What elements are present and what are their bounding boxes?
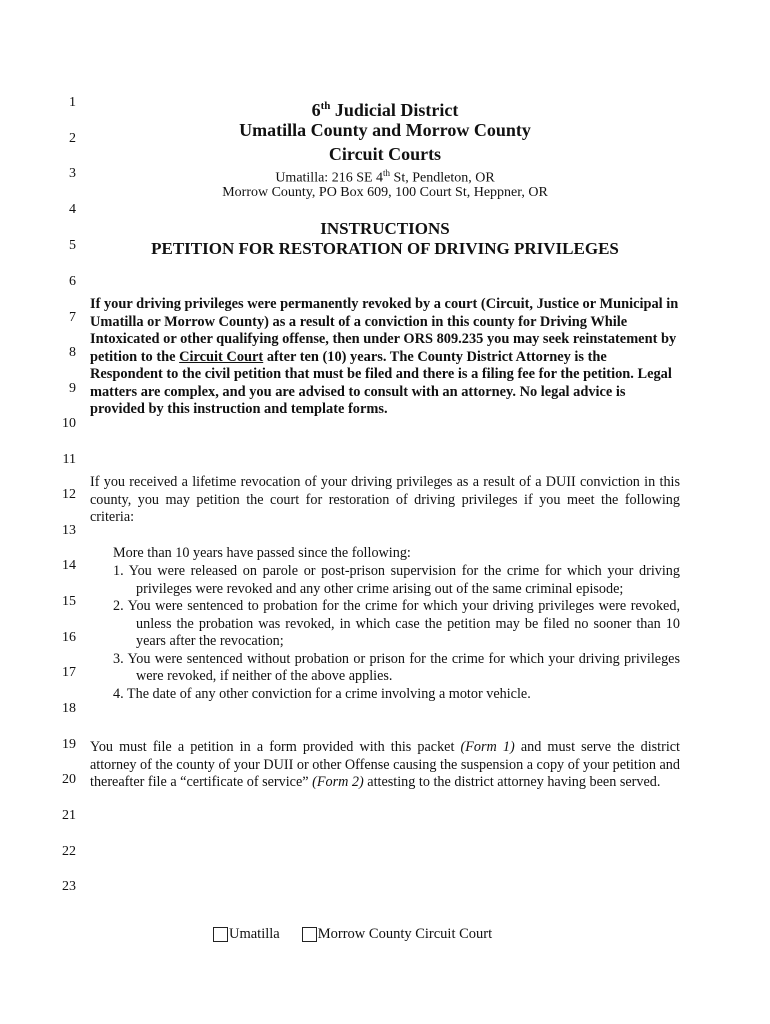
court-selection [213, 924, 492, 944]
district-ordinal-suffix: th [320, 100, 331, 112]
line-number: 8 [69, 345, 76, 360]
criteria-item: 1. You were released on parole or post-prison supervision for the crime for which your driving privileges were revoked and any other crime arising out of the same criminal episode; [113, 563, 680, 597]
line-number: 22 [62, 844, 76, 859]
line-number: 19 [62, 737, 76, 752]
circuit-court-underline: Circuit Court [179, 348, 264, 365]
line-number: 11 [62, 452, 76, 467]
line-number: 10 [62, 416, 76, 431]
courts-title: Circuit Courts [328, 144, 442, 164]
district-title-rest: Judicial District [330, 100, 459, 120]
filing-paragraph-part2: and must serve the district attorney of the county of your DUII or other Offense causing the suspension a copy of your petition and thereafter file a “certificate of service” [90, 739, 680, 790]
criteria-item: 3. You were sentenced without probation or prison for the crime for which your driving privileges were revoked, if neither of the above applies. [113, 650, 680, 684]
intro-paragraph [90, 296, 680, 419]
line-number: 16 [62, 630, 76, 645]
line-number: 3 [69, 166, 76, 181]
line-number: 15 [62, 594, 76, 609]
form1-reference: (Form 1) [460, 739, 515, 755]
umatilla-address-pre: Umatilla: 216 SE 4 [275, 170, 384, 186]
morrow-checkbox[interactable] [302, 927, 317, 942]
line-number: 17 [62, 665, 76, 680]
criteria-item: 2. You were sentenced to probation for the crime for which your driving privileges were revoked, unless the probation was revoked, in which case the petition may be filed no sooner than 10 years after the revocation; [113, 598, 680, 649]
instructions-heading: INSTRUCTIONS [320, 219, 450, 238]
line-number: 23 [62, 879, 76, 894]
morrow-address: Morrow County, PO Box 609, 100 Court St, Heppner, OR [222, 185, 548, 200]
line-number: 13 [62, 523, 76, 538]
criteria-intro: More than 10 years have passed since the following: [113, 545, 411, 561]
umatilla-checkbox[interactable] [213, 927, 228, 942]
morrow-option[interactable] [302, 924, 492, 944]
line-number: 4 [69, 202, 76, 217]
line-number: 5 [69, 238, 76, 253]
lifetime-revocation-paragraph: If you received a lifetime revocation of your driving privileges as a result of a DUII conviction in this county, you may petition the court for restoration of driving privileges if you meet the following criteria: [90, 474, 680, 525]
line-number: 18 [62, 701, 76, 716]
petition-heading: PETITION FOR RESTORATION OF DRIVING PRIVILEGES [151, 239, 619, 258]
line-number: 1 [69, 95, 76, 110]
criteria-item: 4. The date of any other conviction for a crime involving a motor vehicle. [113, 685, 531, 702]
line-number: 21 [62, 808, 76, 823]
criteria-list [113, 563, 680, 703]
filing-paragraph-part3: attesting to the district attorney having been served. [363, 774, 661, 790]
line-number: 9 [69, 381, 76, 396]
line-number: 7 [69, 310, 76, 325]
line-number: 6 [69, 274, 76, 289]
umatilla-address-sup: th [383, 168, 391, 178]
line-number: 20 [62, 772, 76, 787]
line-number: 2 [69, 131, 76, 146]
umatilla-label: Umatilla [229, 926, 280, 942]
form2-reference: (Form 2) [312, 774, 364, 790]
intro-paragraph-part1: If your driving privileges were permanently revoked by a court (Circuit, Justice or Municipal in Umatilla or Morrow County) as a result of a conviction in this county for Driving While Intoxicated or other qualifying offense, then under ORS 809.235 you may seek reinstatement by petition to the [90, 296, 679, 365]
filing-paragraph-part1: You must file a petition in a form provided with this packet [90, 739, 461, 755]
district-ordinal: 6 [311, 100, 321, 120]
counties-title: Umatilla County and Morrow County [239, 120, 531, 140]
filing-paragraph [90, 739, 680, 792]
line-number: 12 [62, 487, 76, 502]
umatilla-address-post: St, Pendleton, OR [390, 170, 495, 186]
umatilla-option[interactable] [213, 924, 280, 944]
intro-paragraph-part2: after ten (10) years. The County District Attorney is the Respondent to the civil petition that must be filed and there is a filing fee for the petition. Legal matters are complex, and you are advised to consult with an attorney. No legal advice is provided by this instruction and template forms. [90, 348, 672, 417]
morrow-label: Morrow County Circuit Court [317, 926, 493, 942]
line-number: 14 [62, 558, 76, 573]
